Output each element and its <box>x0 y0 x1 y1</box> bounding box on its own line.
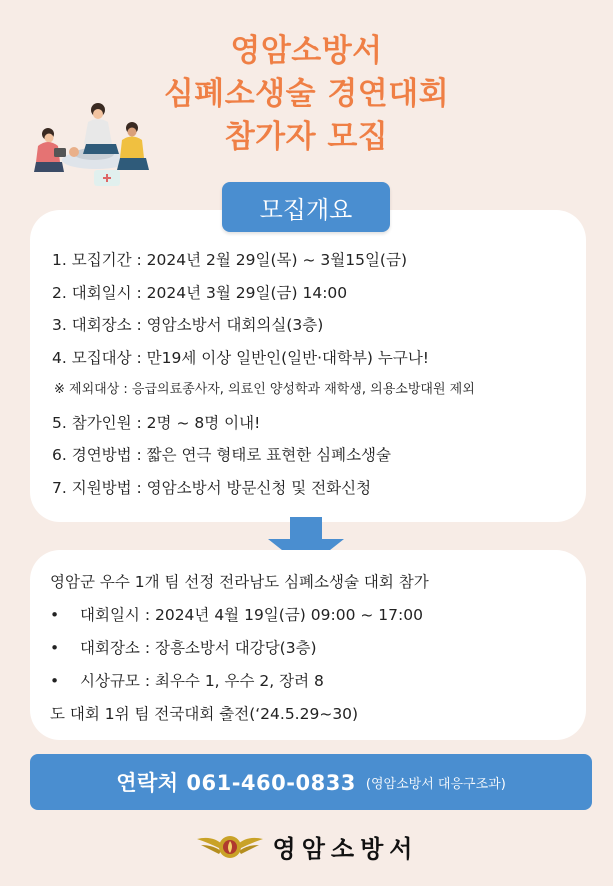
overview-list <box>52 244 475 504</box>
list-item <box>50 669 324 691</box>
bullet-glyph: • <box>50 606 60 624</box>
list-item: 2. 대회일시 : 2024년 3월 29일(금) 14:00 <box>52 283 348 302</box>
exclusion-note: ※ 제외대상 : 응급의료종사자, 의료인 양성학과 재학생, 의용소방대원 제외 <box>54 382 475 397</box>
title-line-3: 참가자 모집 <box>224 119 389 155</box>
list-item: 7. 지원방법 : 영암소방서 방문신청 및 전화신청 <box>52 478 372 497</box>
org-name: 영암소방서 <box>272 834 419 863</box>
list-item: 1. 모집기간 : 2024년 2월 29일(목) ~ 3월15일(금) <box>52 251 407 269</box>
title-line-2: 심폐소생술 경연대회 <box>163 76 450 112</box>
list-item: 6. 경연방법 : 짧은 연극 형태로 표현한 심폐소생술 <box>52 446 391 464</box>
bullet-text: 대회장소 : 장흥소방서 대강당(3층) <box>80 639 317 657</box>
bullet-text: 대회일시 : 2024년 4월 19일(금) 09:00 ~ 17:00 <box>80 606 423 624</box>
list-item <box>50 603 423 625</box>
cpr-training-illustration <box>28 98 158 190</box>
list-item <box>50 636 317 658</box>
overview-card <box>30 210 586 522</box>
bullet-glyph: • <box>50 672 60 690</box>
footer-logo <box>0 826 613 866</box>
list-item: 3. 대회장소 : 영암소방서 대회의실(3층) <box>52 316 324 334</box>
title-line-1: 영암소방서 <box>230 33 383 69</box>
followup-closing: 도 대회 1위 팀 전국대회 출전(‘24.5.29~30) <box>50 705 359 723</box>
fire-department-emblem-icon <box>195 829 265 863</box>
list-item: 4. 모집대상 : 만19세 이상 일반인(일반·대학부) 누구나! <box>52 348 430 367</box>
contact-department: (영암소방서 대응구조과) <box>365 776 506 792</box>
list-item: 5. 참가인원 : 2명 ~ 8명 이내! <box>52 413 261 432</box>
bullet-text: 시상규모 : 최우수 1, 우수 2, 장려 8 <box>80 672 324 690</box>
followup-headline: 영암군 우수 1개 팀 선정 전라남도 심폐소생술 대회 참가 <box>50 573 429 591</box>
bullet-glyph: • <box>50 639 60 657</box>
contact-banner <box>30 754 592 810</box>
followup-card <box>30 550 586 740</box>
section-label: 모집개요 <box>222 182 390 232</box>
contact-phone: 연락처 061-460-0833 <box>116 771 356 795</box>
